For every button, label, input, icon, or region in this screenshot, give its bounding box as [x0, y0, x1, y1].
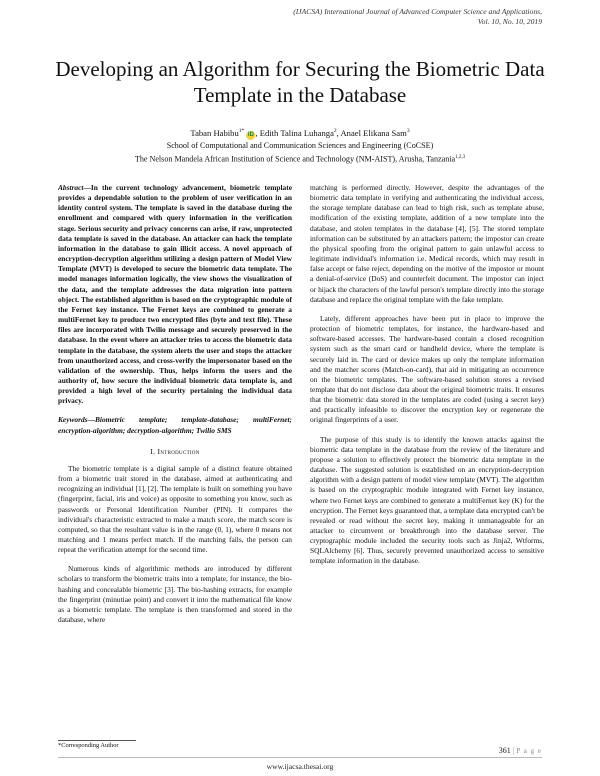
paragraph: The biometric template is a digital sample of a distinct feature obtained from a biometric trait stored in the database, aimed at authenticating and recognizing an individual [1], [2]. The template is built on something you have (fingerprint, facial, iris and voice) as opposite to something you know, such as passwords or Personal Identification Number (PIN). It compares the individual's characteristic extracted to make a match score, the match score is computed, so that the resultant value is in the range (0, 1), where 0 means not matching and 1 means perfect match. If the matching fails, the person can repeat the verification attempt for the second time.: [58, 463, 292, 555]
paragraph: matching is performed directly. However, despite the advantages of the biometric data template in verifying and authenticating the individual access, the storage template database can lead to high risk, such as template abuse, modification of the existing template, addition of a new template into the database, and stolen templates in the database [4], [5]. The stored template information can be substituted by an attackers pattern; the impostor can create the physical spoofing from the original pattern to gain unlawful access to legitimate individual's information i.e. Medical records, which may result in false accept or false reject, depending on the motive of the impostor or mount a denial-of-service (DoS) and counterfeit document. The impostor can inject or hijack the characters of the lawful person's template directly into the storage database and replace the original template with the fake template.: [310, 183, 544, 304]
affiliation-institution-text: The Nelson Mandela African Institution of Science and Technology (NM-AIST), Arusha, Tanzania: [134, 154, 456, 164]
page-number-value: 361: [498, 746, 511, 755]
author-superscript: 1*: [238, 128, 245, 134]
author-name: Taban Habibu: [190, 127, 239, 138]
footnote-divider: [58, 740, 136, 741]
section-number: I.: [150, 446, 156, 456]
affiliation: [40, 140, 560, 165]
paragraph: Lately, different approaches have been put in place to improve the protection of biometric templates, for instance, the hardware-based and software-based accesses. The hardware-based contain a closed recognition system such as the smart card or handheld device, where the template is securely laid in. The card or device makes up only the template information and the matcher scores (Match-on-card), that aid in mitigating an occurrence on the biometric templates. The software-based solution stores a revised template that do not disclose data about the original biometric traits. It ensures that the biometric data stored in the templates are coded (using a secret key) and practically infeasible to discover the encryption key or regenerate the original fingerprints of a user.: [310, 313, 544, 425]
abstract: [58, 183, 292, 406]
section-heading: [58, 447, 292, 457]
footer-site-link[interactable]: www.ijacsa.thesai.org: [266, 762, 334, 771]
journal-name: (IJACSA) International Journal of Advanced Computer Science and Applications,: [293, 7, 542, 16]
keywords-text: Biometric template; template-database; multiFernet; encryption-algorithm; decryption-algorithm; Twilio SMS: [58, 415, 292, 435]
paragraph: The purpose of this study is to identify the known attacks against the biometric data template in the database from the review of the literature and propose a solution to effectively protect the biometric data template in the database. The suggested solution is established on an encryption-decryption algorithm with a design pattern of model view template (MVT). The algorithm is based on the cryptographic module integrated with Fernet key instance, where two Fernet keys are combined to generate a multiFernet key (K) for the encryption. The Fernet keys guaranteed that, a template data encrypted can't be revealed or read without the secret key, making it unmanageable for an attacker to circumvent or breakthrough into the database server. The cryptographic module included the security tools such as Jinja2, Wtforms, SQLAlchemy [6]. Thus, securely prevented unauthorized access to sensitive template information in the database.: [310, 434, 544, 566]
keywords: [58, 415, 292, 435]
paper-title: Developing an Algorithm for Securing the Biometric Data Template in the Database: [55, 57, 545, 107]
author-line: Taban Habibu$^{1*}$ iD , Edith Talina Luhanga$^2$, Anael Elikana Sam$^3$: [190, 127, 410, 138]
author-name: Anael Elikana Sam: [340, 127, 407, 138]
left-column: [58, 183, 292, 625]
journal-volume: Vol. 10, No. 10, 2019: [477, 16, 542, 26]
section-title: Introduction: [157, 446, 200, 456]
orcid-icon[interactable]: iD: [247, 131, 254, 138]
abstract-label: Abstract—: [58, 183, 91, 192]
affiliation-school: School of Computational and Communication Sciences and Engineering (CoCSE): [166, 141, 434, 150]
author-name: Edith Talina Luhanga: [259, 127, 334, 138]
right-column: [310, 183, 544, 567]
author-superscript: 3: [406, 128, 410, 134]
affiliation-superscript: 1,2,3: [455, 154, 466, 160]
author-superscript: 2: [333, 128, 337, 134]
journal-header: [182, 7, 542, 26]
affiliation-institution: [40, 152, 560, 165]
paragraph: Numerous kinds of algorithmic methods are introduced by different scholars to transform the biometric traits into a template, for instance, the bio-hashing and concealable biometric [3]. The bio-hashing extracts, for example the fingerprint (minutiae point) and convert it into the mathematical file know as a biometric template. The template is then transformed and stored in the database, where: [58, 564, 292, 625]
page-separator: |: [512, 746, 515, 755]
footnote: *Corresponding Author: [58, 742, 119, 749]
page-number: [499, 746, 542, 755]
footer-divider: [58, 757, 542, 758]
abstract-text: In the current technology advancement, biometric template provides a dependable solution to the problem of user verification in an identity control system. The template is saved in the database during the enrollment and compared with query information in the verification stage. Serious security and privacy concerns can arise, if raw, unprotected data template is saved in the database. An attacker can hack the template information in the database to gain illicit access. A novel approach of encryption-decryption algorithm utilizing a design pattern of Model View Template (MVT) is developed to secure the biometric data template. The model manages information logically, the view shows the visualization of the data, and the template addresses the data migration into pattern object. The established algorithm is based on the cryptographic module of the Fernet key instance. The Fernet keys are combined to generate a multiFernet key to produce two encrypted files (byte and text file). These files are incorporated with Twilio message and securely preserved in the database. In the event where an attacker tries to access the biometric data template in the database, the system alerts the user and stops the attacker from unauthorized access, and cross-verify the impersonator based on the validation of the ownership. Thus, helps inform the users and the authority of, how secure the individual biometric data template is, and provided a high level of the security pertaining the individual data privacy.: [58, 183, 292, 406]
keywords-label: Keywords—: [58, 415, 95, 425]
page-word: P a g e: [516, 747, 542, 755]
